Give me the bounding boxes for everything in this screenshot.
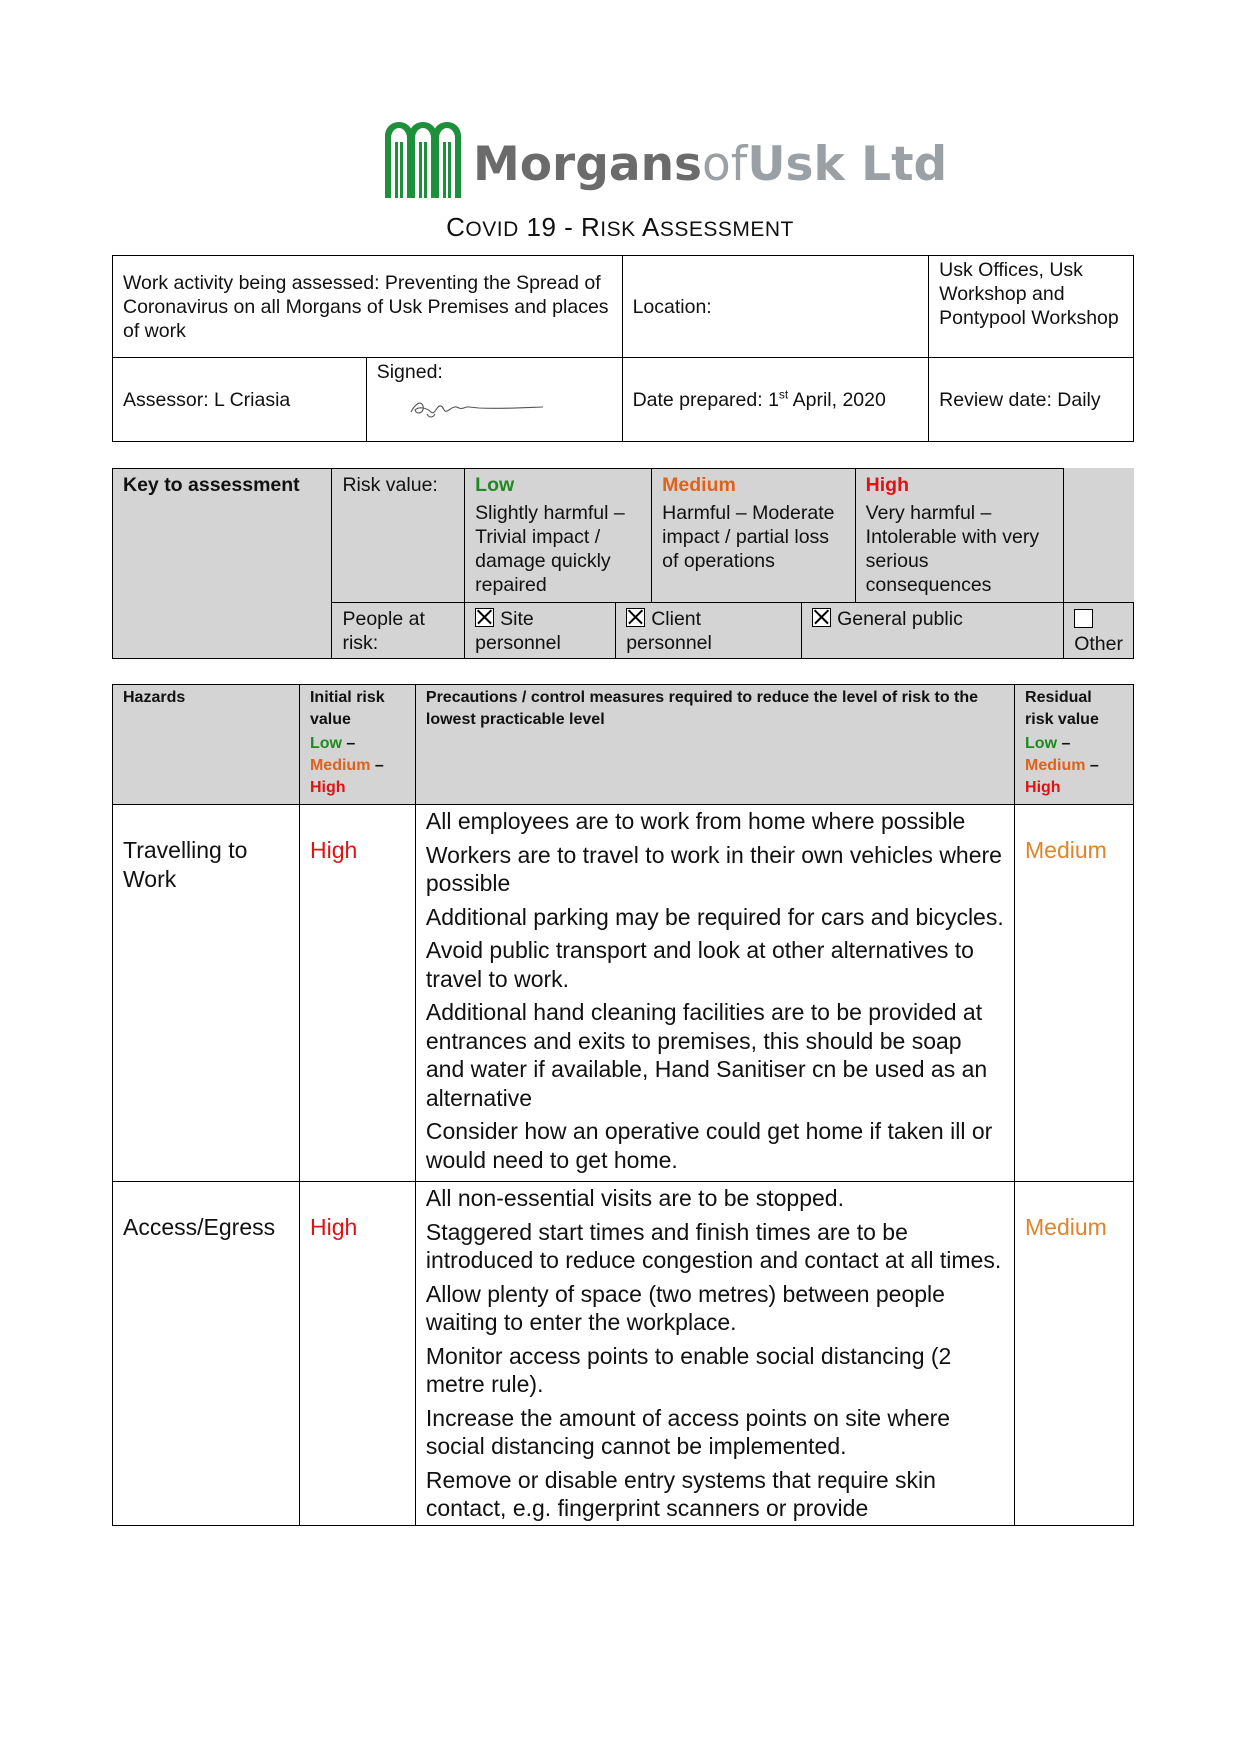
measure-item: Avoid public transport and look at other alternatives to travel to work. bbox=[425, 937, 974, 992]
people-option-site[interactable]: Site personnel bbox=[465, 603, 616, 659]
header-hazards: Hazards bbox=[113, 685, 300, 805]
date-prepared-cell: Date prepared: 1st April, 2020 bbox=[622, 358, 929, 442]
header-residual-risk: Residual risk value Low – Medium – High bbox=[1015, 685, 1134, 805]
risk-medium-desc: Harmful – Moderate impact / partial loss of operations bbox=[662, 502, 835, 572]
risk-high-desc: Very harmful – Intolerable with very serious consequences bbox=[865, 502, 1040, 596]
people-option-other[interactable]: Other bbox=[1064, 603, 1134, 659]
measure-item: Remove or disable entry systems that require skin contact, e.g. fingerprint scanners or provide bbox=[425, 1466, 936, 1521]
risk-low-cell bbox=[465, 469, 652, 603]
company-name bbox=[473, 136, 948, 192]
measure-item: Allow plenty of space (two metres) between people waiting to enter the workplace. bbox=[425, 1280, 945, 1335]
measure-item: Consider how an operative could get home if taken ill or would need to get home. bbox=[425, 1118, 993, 1173]
checkbox-checked-icon[interactable] bbox=[812, 608, 831, 627]
location-label: Location: bbox=[622, 256, 929, 358]
risk-low-label: Low bbox=[475, 474, 515, 496]
measure-item: Staggered start times and finish times are to be introduced to reduce congestion and contact at all times. bbox=[425, 1218, 1002, 1273]
initial-risk-value: High bbox=[299, 1182, 415, 1526]
control-measures bbox=[415, 805, 1014, 1182]
risk-low-desc: Slightly harmful –Trivial impact / damage quickly repaired bbox=[475, 502, 625, 596]
hazard-name: Travelling to Work bbox=[113, 805, 300, 1182]
residual-risk-value: Medium bbox=[1015, 1182, 1134, 1526]
control-measures bbox=[415, 1182, 1014, 1526]
document-title: COVID 19 - RISK ASSESSMENT bbox=[446, 212, 794, 242]
people-option-client[interactable]: Client personnel bbox=[616, 603, 802, 659]
company-name-usk: Usk Ltd bbox=[747, 136, 948, 192]
company-logo bbox=[383, 118, 947, 198]
people-at-risk-label: People at risk: bbox=[332, 603, 465, 659]
table-row bbox=[113, 1182, 1134, 1526]
table-row bbox=[113, 805, 1134, 1182]
measure-item: Additional parking may be required for cars and bicycles. bbox=[425, 903, 1004, 930]
risk-medium-label: Medium bbox=[662, 474, 736, 496]
checkbox-checked-icon[interactable] bbox=[475, 608, 494, 627]
checkbox-empty-icon[interactable] bbox=[1074, 609, 1093, 628]
measure-item: Workers are to travel to work in their own vehicles where possible bbox=[425, 841, 1002, 896]
initial-risk-value: High bbox=[299, 805, 415, 1182]
residual-risk-value: Medium bbox=[1015, 805, 1134, 1182]
people-option-general[interactable]: General public bbox=[802, 603, 1064, 659]
assessor-cell: Assessor: L Criasia bbox=[113, 358, 367, 442]
measure-item: All employees are to work from home where possible bbox=[425, 808, 966, 834]
risk-medium-cell bbox=[652, 469, 856, 603]
key-to-assessment-table bbox=[112, 468, 1134, 659]
review-date-cell: Review date: Daily bbox=[929, 358, 1134, 442]
company-name-main: Morgans bbox=[473, 136, 703, 192]
assessment-info-table bbox=[112, 255, 1134, 442]
work-activity-cell: Work activity being assessed: Preventing the Spread of Coronavirus on all Morgans of Usk Premises and places of work bbox=[113, 256, 623, 358]
morgans-logo-icon bbox=[383, 118, 463, 198]
measure-item: Increase the amount of access points on site where social distancing cannot be implemented. bbox=[425, 1404, 951, 1459]
measure-item: Monitor access points to enable social distancing (2 metre rule). bbox=[425, 1342, 952, 1397]
hazard-name: Access/Egress bbox=[113, 1182, 300, 1526]
header-initial-risk: Initial risk value Low – Medium – High bbox=[299, 685, 415, 805]
risk-high-cell bbox=[855, 469, 1064, 603]
signed-label: Signed: bbox=[376, 361, 443, 383]
signed-cell bbox=[366, 358, 622, 442]
company-name-of: of bbox=[702, 136, 748, 192]
risk-value-label: Risk value: bbox=[332, 469, 465, 603]
location-value: Usk Offices, Usk Workshop and Pontypool Workshop bbox=[929, 256, 1134, 358]
checkbox-checked-icon[interactable] bbox=[626, 608, 645, 627]
key-title: Key to assessment bbox=[113, 469, 332, 659]
header-precautions: Precautions / control measures required to reduce the level of risk to the lowest practicable level bbox=[415, 685, 1014, 805]
signature-image bbox=[407, 394, 547, 420]
risk-high-label: High bbox=[865, 474, 909, 496]
hazards-table bbox=[112, 684, 1134, 1526]
measure-item: All non-essential visits are to be stopped. bbox=[425, 1185, 844, 1211]
measure-item: Additional hand cleaning facilities are to be provided at entrances and exits to premises, this should be soap and water if available, Hand Sanitiser cn be used as an alternative bbox=[425, 999, 988, 1111]
